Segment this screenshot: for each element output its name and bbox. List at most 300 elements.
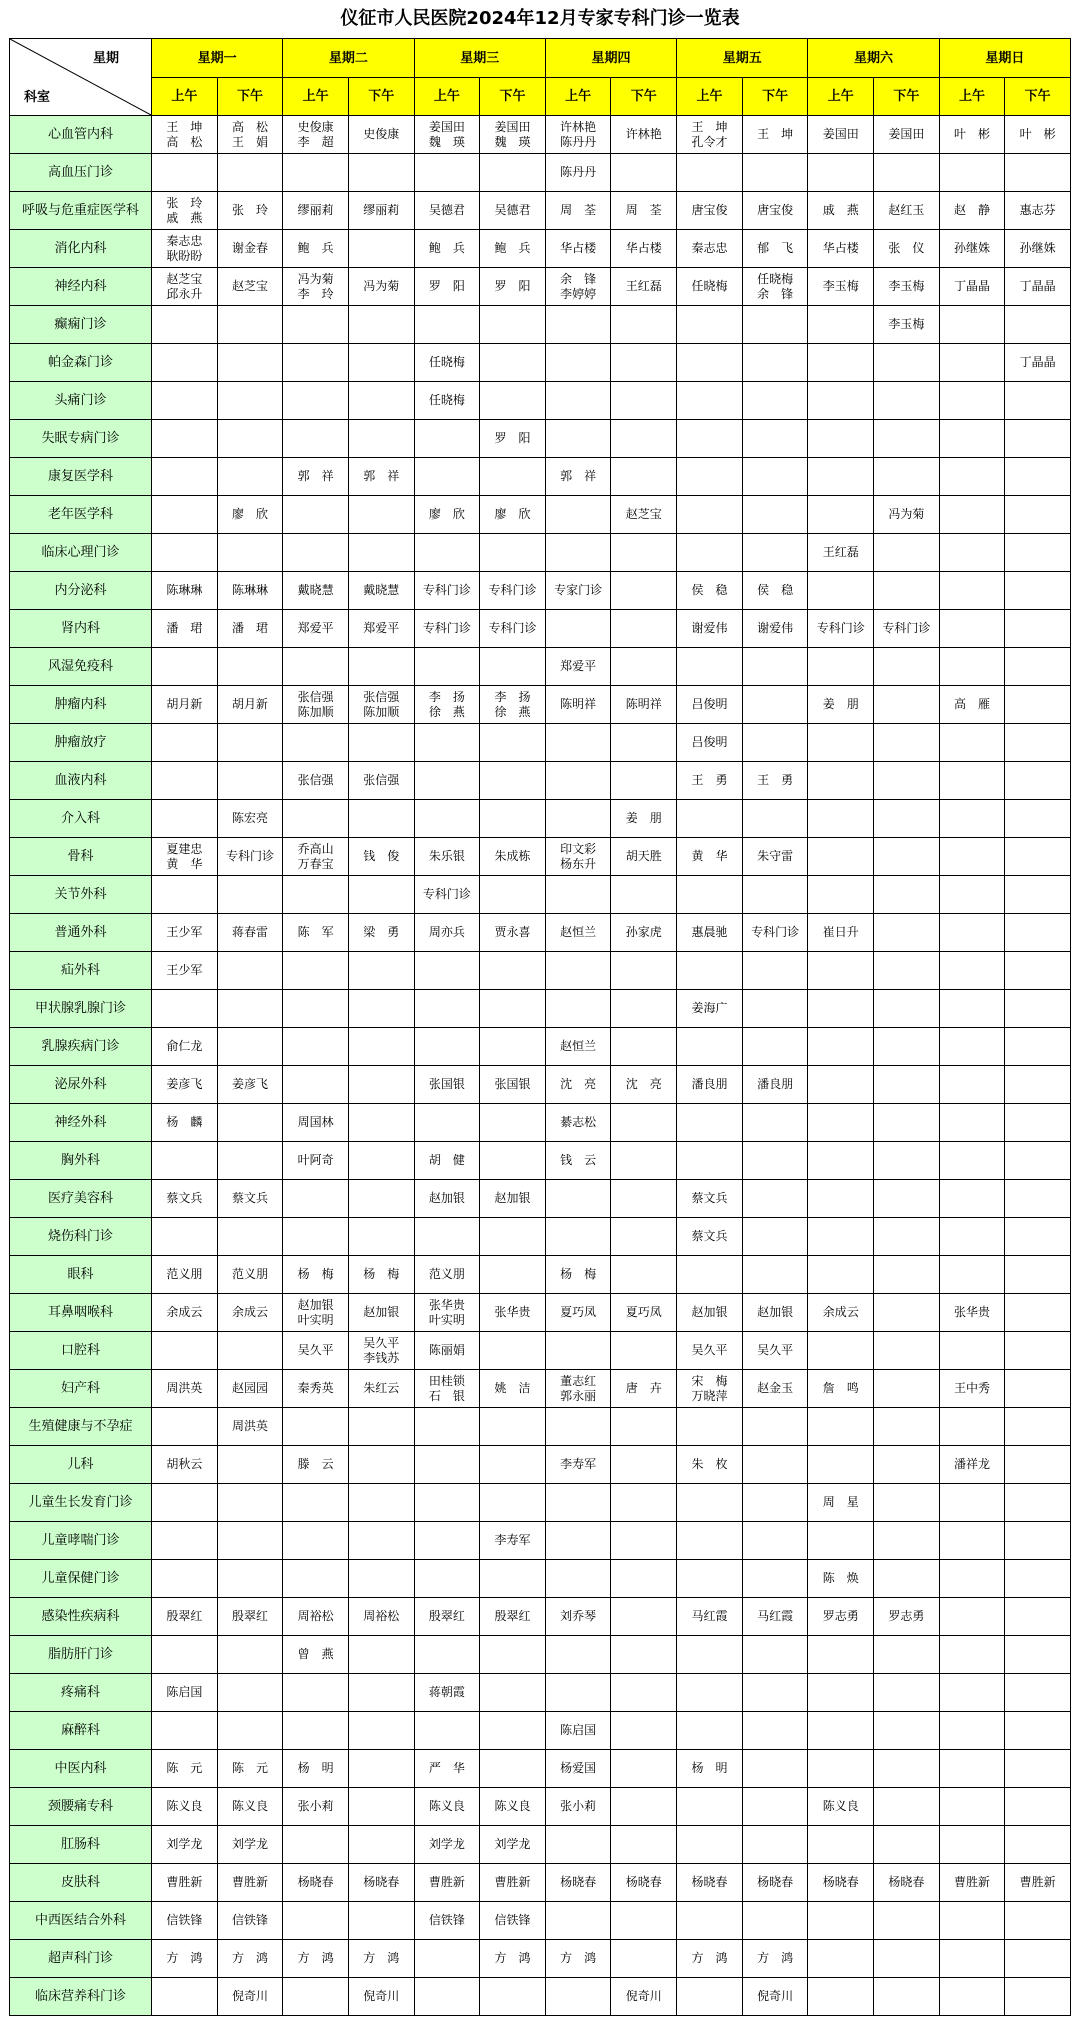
doctor-names: 孙继姝 xyxy=(954,241,991,255)
doctor-cell xyxy=(348,1104,414,1142)
doctor-cell xyxy=(217,1674,283,1712)
doctor-cell xyxy=(217,306,283,344)
doctor-cell xyxy=(677,1560,743,1598)
doctor-names: 赵加银 xyxy=(428,1191,465,1205)
table-row xyxy=(10,1408,1071,1446)
doctor-names: 赵加银 xyxy=(363,1305,400,1319)
doctor-names: 蔡文兵 xyxy=(691,1229,728,1243)
doctor-cell xyxy=(217,1294,283,1332)
doctor-cell xyxy=(808,1180,874,1218)
doctor-cell xyxy=(545,1674,611,1712)
doctor-cell xyxy=(480,1826,546,1864)
doctor-cell xyxy=(874,1636,940,1674)
doctor-cell xyxy=(217,420,283,458)
doctor-cell xyxy=(348,1484,414,1522)
doctor-cell xyxy=(742,382,808,420)
doctor-cell xyxy=(677,1256,743,1294)
doctor-cell xyxy=(742,458,808,496)
doctor-cell xyxy=(1005,1902,1071,1940)
department-name: 中医内科 xyxy=(10,1750,152,1788)
doctor-names: 廖 欣 xyxy=(494,507,531,521)
doctor-names: 钱 云 xyxy=(560,1153,597,1167)
doctor-cell xyxy=(152,1978,218,2016)
doctor-cell xyxy=(808,686,874,724)
doctor-cell xyxy=(742,1142,808,1180)
doctor-cell xyxy=(152,876,218,914)
doctor-cell xyxy=(742,1408,808,1446)
doctor-names: 陈 军 xyxy=(297,925,334,939)
doctor-cell xyxy=(939,1104,1005,1142)
doctor-cell xyxy=(152,1142,218,1180)
doctor-cell xyxy=(283,762,349,800)
doctor-cell xyxy=(152,1788,218,1826)
doctor-cell xyxy=(480,1218,546,1256)
doctor-cell xyxy=(611,1256,677,1294)
doctor-cell xyxy=(939,192,1005,230)
doctor-cell xyxy=(480,1332,546,1370)
doctor-cell xyxy=(742,116,808,154)
doctor-cell xyxy=(348,990,414,1028)
doctor-cell xyxy=(348,268,414,306)
doctor-cell xyxy=(480,724,546,762)
doctor-cell xyxy=(217,230,283,268)
department-name: 血液内科 xyxy=(10,762,152,800)
doctor-cell xyxy=(808,1978,874,2016)
doctor-cell xyxy=(611,1370,677,1408)
doctor-names: 任晓梅 xyxy=(428,393,465,407)
doctor-cell xyxy=(1005,1712,1071,1750)
doctor-cell xyxy=(152,230,218,268)
doctor-cell xyxy=(545,192,611,230)
doctor-cell xyxy=(874,1864,940,1902)
doctor-cell xyxy=(152,192,218,230)
doctor-names: 董志红 郭永丽 xyxy=(560,1373,597,1403)
doctor-cell xyxy=(414,1560,480,1598)
doctor-cell xyxy=(480,1408,546,1446)
doctor-names: 许林艳 陈丹丹 xyxy=(560,119,597,149)
doctor-cell xyxy=(611,1332,677,1370)
doctor-cell xyxy=(808,1294,874,1332)
doctor-cell xyxy=(414,1674,480,1712)
doctor-names: 赵加银 xyxy=(691,1305,728,1319)
department-name: 头痛门诊 xyxy=(10,382,152,420)
doctor-cell xyxy=(217,268,283,306)
doctor-names: 方 鸿 xyxy=(166,1951,203,1965)
doctor-names: 冯为菊 xyxy=(363,279,400,293)
doctor-names: 张信强 xyxy=(297,773,334,787)
doctor-names: 倪奇川 xyxy=(757,1989,794,2003)
doctor-cell xyxy=(348,496,414,534)
doctor-names: 李玉梅 xyxy=(888,279,925,293)
doctor-cell xyxy=(152,838,218,876)
day-header: 星期六 xyxy=(808,39,939,78)
doctor-cell xyxy=(480,268,546,306)
table-row xyxy=(10,838,1071,876)
doctor-cell xyxy=(1005,1408,1071,1446)
department-name: 烧伤科门诊 xyxy=(10,1218,152,1256)
doctor-cell xyxy=(874,1142,940,1180)
doctor-cell xyxy=(152,1370,218,1408)
doctor-names: 唐宝俊 xyxy=(691,203,728,217)
department-name: 临床营养科门诊 xyxy=(10,1978,152,2016)
doctor-names: 胡秋云 xyxy=(166,1457,203,1471)
doctor-cell xyxy=(480,572,546,610)
doctor-cell xyxy=(939,1256,1005,1294)
doctor-names: 鲍 兵 xyxy=(494,241,531,255)
doctor-cell xyxy=(414,154,480,192)
day-header: 星期五 xyxy=(677,39,808,78)
table-row xyxy=(10,572,1071,610)
doctor-cell xyxy=(480,1180,546,1218)
doctor-names: 惠志芬 xyxy=(1019,203,1056,217)
doctor-cell xyxy=(874,1826,940,1864)
doctor-cell xyxy=(217,800,283,838)
doctor-names: 周国林 xyxy=(297,1115,334,1129)
doctor-cell xyxy=(677,1484,743,1522)
doctor-cell xyxy=(939,1370,1005,1408)
doctor-cell xyxy=(348,1826,414,1864)
doctor-names: 丁晶晶 xyxy=(1019,279,1056,293)
department-name: 儿童保健门诊 xyxy=(10,1560,152,1598)
doctor-cell xyxy=(611,1408,677,1446)
doctor-cell xyxy=(611,1028,677,1066)
doctor-cell xyxy=(742,610,808,648)
doctor-cell xyxy=(480,686,546,724)
doctor-cell xyxy=(808,1218,874,1256)
department-name: 口腔科 xyxy=(10,1332,152,1370)
doctor-names: 缪丽莉 xyxy=(363,203,400,217)
doctor-names: 曹胜新 xyxy=(494,1875,531,1889)
doctor-cell xyxy=(480,496,546,534)
doctor-cell xyxy=(1005,1028,1071,1066)
doctor-cell xyxy=(283,496,349,534)
doctor-cell xyxy=(545,876,611,914)
doctor-cell xyxy=(545,610,611,648)
doctor-cell xyxy=(874,876,940,914)
doctor-cell xyxy=(742,344,808,382)
doctor-names: 信铁锋 xyxy=(231,1913,268,1927)
doctor-cell xyxy=(348,1066,414,1104)
doctor-names: 杨 梅 xyxy=(363,1267,400,1281)
doctor-names: 陈义良 xyxy=(494,1799,531,1813)
table-row xyxy=(10,268,1071,306)
doctor-cell xyxy=(217,876,283,914)
doctor-names: 赵恒兰 xyxy=(560,925,597,939)
doctor-cell xyxy=(217,1180,283,1218)
doctor-cell xyxy=(677,1522,743,1560)
doctor-cell xyxy=(480,1446,546,1484)
doctor-cell xyxy=(545,1218,611,1256)
doctor-cell xyxy=(480,914,546,952)
doctor-cell xyxy=(939,762,1005,800)
doctor-names: 许林艳 xyxy=(625,127,662,141)
doctor-cell xyxy=(283,1066,349,1104)
doctor-cell xyxy=(414,838,480,876)
doctor-names: 倪奇川 xyxy=(231,1989,268,2003)
doctor-names: 方 鸿 xyxy=(363,1951,400,1965)
department-name: 介入科 xyxy=(10,800,152,838)
doctor-cell xyxy=(348,1142,414,1180)
doctor-cell xyxy=(742,990,808,1028)
doctor-names: 吴久平 xyxy=(297,1343,334,1357)
doctor-names: 潘祥龙 xyxy=(954,1457,991,1471)
doctor-cell xyxy=(874,116,940,154)
doctor-cell xyxy=(808,1674,874,1712)
doctor-cell xyxy=(152,1180,218,1218)
doctor-cell xyxy=(545,230,611,268)
doctor-cell xyxy=(283,1940,349,1978)
doctor-names: 姜国田 魏 瑛 xyxy=(428,119,465,149)
doctor-cell xyxy=(348,1446,414,1484)
doctor-cell xyxy=(480,1294,546,1332)
doctor-cell xyxy=(939,534,1005,572)
am-header: 上午 xyxy=(939,78,1005,116)
doctor-cell xyxy=(939,610,1005,648)
doctor-cell xyxy=(808,762,874,800)
doctor-cell xyxy=(874,496,940,534)
doctor-cell xyxy=(152,1674,218,1712)
department-name: 消化内科 xyxy=(10,230,152,268)
doctor-cell xyxy=(348,534,414,572)
am-header: 上午 xyxy=(808,78,874,116)
doctor-cell xyxy=(939,268,1005,306)
doctor-cell xyxy=(611,154,677,192)
doctor-cell xyxy=(480,534,546,572)
doctor-cell xyxy=(808,344,874,382)
department-name: 麻醉科 xyxy=(10,1712,152,1750)
doctor-names: 曹胜新 xyxy=(954,1875,991,1889)
doctor-cell xyxy=(480,1598,546,1636)
doctor-cell xyxy=(348,192,414,230)
doctor-cell xyxy=(808,458,874,496)
table-row xyxy=(10,1256,1071,1294)
doctor-cell xyxy=(152,1066,218,1104)
doctor-cell xyxy=(152,306,218,344)
doctor-names: 杨晓春 xyxy=(757,1875,794,1889)
doctor-cell xyxy=(1005,1750,1071,1788)
doctor-cell xyxy=(152,1408,218,1446)
table-row xyxy=(10,1180,1071,1218)
doctor-cell xyxy=(545,1978,611,2016)
doctor-cell xyxy=(611,762,677,800)
doctor-names: 殷翠红 xyxy=(428,1609,465,1623)
doctor-cell xyxy=(742,268,808,306)
doctor-names: 孙家虎 xyxy=(625,925,662,939)
doctor-cell xyxy=(1005,192,1071,230)
doctor-cell xyxy=(677,990,743,1028)
doctor-names: 蒋春雷 xyxy=(231,925,268,939)
doctor-cell xyxy=(217,382,283,420)
doctor-names: 张华贵 xyxy=(954,1305,991,1319)
doctor-cell xyxy=(283,990,349,1028)
doctor-cell xyxy=(545,800,611,838)
doctor-cell xyxy=(348,572,414,610)
doctor-cell xyxy=(348,1902,414,1940)
doctor-cell xyxy=(152,1332,218,1370)
doctor-names: 陈琳琳 xyxy=(231,583,268,597)
doctor-cell xyxy=(611,268,677,306)
doctor-cell xyxy=(152,1484,218,1522)
doctor-cell xyxy=(939,1674,1005,1712)
doctor-cell xyxy=(1005,1446,1071,1484)
doctor-names: 吴久平 xyxy=(757,1343,794,1357)
doctor-cell xyxy=(545,1332,611,1370)
doctor-cell xyxy=(677,1864,743,1902)
doctor-cell xyxy=(1005,1560,1071,1598)
doctor-cell xyxy=(217,1864,283,1902)
doctor-cell xyxy=(348,306,414,344)
doctor-cell xyxy=(611,192,677,230)
doctor-cell xyxy=(611,534,677,572)
doctor-cell xyxy=(611,496,677,534)
doctor-cell xyxy=(152,1560,218,1598)
doctor-cell xyxy=(1005,1864,1071,1902)
doctor-cell xyxy=(677,1104,743,1142)
doctor-cell xyxy=(808,1256,874,1294)
doctor-cell xyxy=(414,1522,480,1560)
doctor-names: 方 鸿 xyxy=(757,1951,794,1965)
doctor-cell xyxy=(348,116,414,154)
doctor-cell xyxy=(152,990,218,1028)
doctor-names: 蔡文兵 xyxy=(231,1191,268,1205)
doctor-cell xyxy=(152,1598,218,1636)
doctor-cell xyxy=(414,686,480,724)
doctor-cell xyxy=(217,1940,283,1978)
doctor-cell xyxy=(545,1598,611,1636)
doctor-names: 蔡文兵 xyxy=(166,1191,203,1205)
table-row xyxy=(10,914,1071,952)
doctor-cell xyxy=(677,1978,743,2016)
doctor-cell xyxy=(742,1560,808,1598)
department-name: 骨科 xyxy=(10,838,152,876)
doctor-names: 冯为菊 xyxy=(888,507,925,521)
doctor-cell xyxy=(874,914,940,952)
pm-header: 下午 xyxy=(1005,78,1071,116)
doctor-names: 丁晶晶 xyxy=(1019,355,1056,369)
doctor-cell xyxy=(939,1028,1005,1066)
doctor-names: 周裕松 xyxy=(297,1609,334,1623)
doctor-names: 蒋朝霞 xyxy=(428,1685,465,1699)
doctor-cell xyxy=(152,1940,218,1978)
doctor-cell xyxy=(283,1788,349,1826)
doctor-cell xyxy=(677,1826,743,1864)
department-name: 肛肠科 xyxy=(10,1826,152,1864)
doctor-cell xyxy=(217,1522,283,1560)
doctor-cell xyxy=(742,1902,808,1940)
table-row xyxy=(10,458,1071,496)
doctor-cell xyxy=(217,458,283,496)
doctor-cell xyxy=(480,1864,546,1902)
doctor-names: 周亦兵 xyxy=(428,925,465,939)
doctor-cell xyxy=(217,192,283,230)
doctor-cell xyxy=(611,610,677,648)
doctor-names: 姜国田 xyxy=(822,127,859,141)
doctor-cell xyxy=(808,154,874,192)
doctor-names: 张 玲 xyxy=(231,203,268,217)
doctor-names: 王 坤 孔令才 xyxy=(691,119,728,149)
doctor-cell xyxy=(611,572,677,610)
doctor-cell xyxy=(874,686,940,724)
doctor-cell xyxy=(545,1864,611,1902)
doctor-cell xyxy=(1005,420,1071,458)
doctor-cell xyxy=(1005,686,1071,724)
doctor-names: 唐宝俊 xyxy=(757,203,794,217)
doctor-cell xyxy=(677,572,743,610)
doctor-cell xyxy=(611,1864,677,1902)
doctor-cell xyxy=(808,1104,874,1142)
doctor-names: 沈 亮 xyxy=(560,1077,597,1091)
doctor-cell xyxy=(874,154,940,192)
doctor-cell xyxy=(283,1484,349,1522)
doctor-cell xyxy=(545,458,611,496)
doctor-cell xyxy=(677,1294,743,1332)
doctor-names: 王红磊 xyxy=(625,279,662,293)
doctor-cell xyxy=(545,1560,611,1598)
doctor-cell xyxy=(874,1940,940,1978)
doctor-names: 陈 元 xyxy=(166,1761,203,1775)
doctor-cell xyxy=(677,1446,743,1484)
doctor-names: 吴德君 xyxy=(428,203,465,217)
doctor-cell xyxy=(808,268,874,306)
doctor-cell xyxy=(1005,1294,1071,1332)
doctor-names: 姜国田 魏 瑛 xyxy=(494,119,531,149)
doctor-names: 陈启国 xyxy=(560,1723,597,1737)
doctor-cell xyxy=(939,686,1005,724)
doctor-cell xyxy=(1005,534,1071,572)
doctor-cell xyxy=(152,116,218,154)
doctor-names: 贾永喜 xyxy=(494,925,531,939)
doctor-cell xyxy=(545,1256,611,1294)
doctor-names: 杨晓春 xyxy=(888,1875,925,1889)
doctor-cell xyxy=(480,1978,546,2016)
doctor-cell xyxy=(611,1142,677,1180)
doctor-cell xyxy=(611,306,677,344)
doctor-cell xyxy=(874,800,940,838)
doctor-cell xyxy=(939,344,1005,382)
doctor-names: 胡 健 xyxy=(428,1153,465,1167)
doctor-cell xyxy=(611,420,677,458)
doctor-cell xyxy=(874,230,940,268)
doctor-cell xyxy=(414,306,480,344)
doctor-names: 专科门诊 xyxy=(422,887,471,901)
doctor-cell xyxy=(152,914,218,952)
doctor-cell xyxy=(348,648,414,686)
department-name: 呼吸与危重症医学科 xyxy=(10,192,152,230)
doctor-cell xyxy=(283,192,349,230)
doctor-cell xyxy=(545,268,611,306)
doctor-names: 朱红云 xyxy=(363,1381,400,1395)
doctor-cell xyxy=(677,1028,743,1066)
doctor-cell xyxy=(1005,230,1071,268)
doctor-names: 张 玲 戚 燕 xyxy=(166,195,203,225)
doctor-cell xyxy=(217,724,283,762)
pm-header: 下午 xyxy=(611,78,677,116)
doctor-cell xyxy=(480,1674,546,1712)
doctor-cell xyxy=(283,1978,349,2016)
doctor-cell xyxy=(348,724,414,762)
doctor-cell xyxy=(545,1826,611,1864)
doctor-cell xyxy=(348,610,414,648)
doctor-names: 戴晓慧 xyxy=(297,583,334,597)
doctor-cell xyxy=(677,1066,743,1104)
doctor-cell xyxy=(742,534,808,572)
doctor-cell xyxy=(217,344,283,382)
corner-cell xyxy=(10,39,152,116)
doctor-cell xyxy=(742,762,808,800)
doctor-cell xyxy=(217,838,283,876)
department-name: 帕金森门诊 xyxy=(10,344,152,382)
doctor-names: 张国银 xyxy=(494,1077,531,1091)
